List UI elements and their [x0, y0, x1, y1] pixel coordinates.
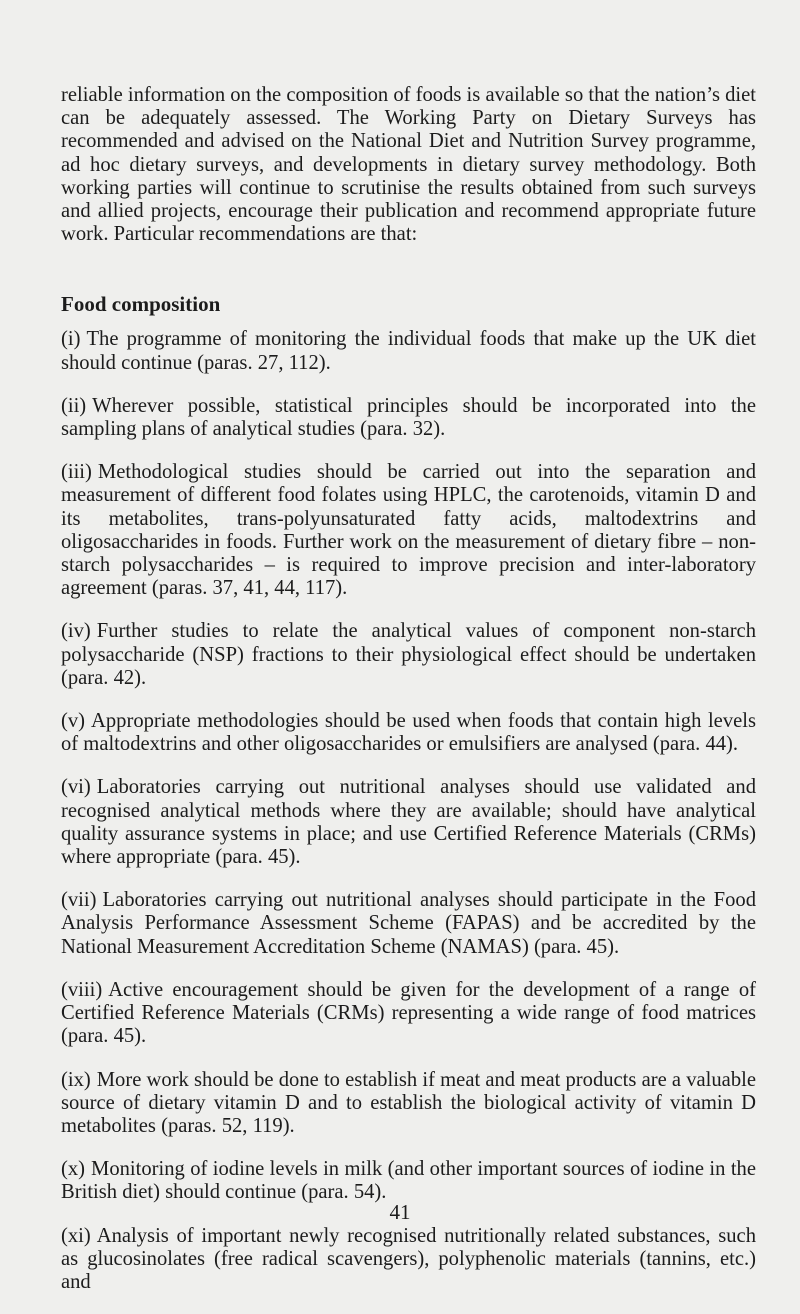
item-number: (vi): [61, 776, 91, 799]
recommendation-item: [61, 710, 756, 756]
item-number: (i): [61, 328, 81, 351]
item-text: Appropriate methodologies should be used when foods that contain high levels of maltodextrins and other oligosaccharides or emulsifiers are analysed (para. 44).: [61, 710, 756, 756]
item-text: Monitoring of iodine levels in milk (and other important sources of iodine in the British diet) should continue (para. 54).: [61, 1158, 756, 1204]
item-number: (viii): [61, 978, 103, 1001]
page-number: 41: [389, 1200, 411, 1224]
item-text: Further studies to relate the analytical values of component non-starch polysaccharide (NSP) fractions to their physiological effect should be undertaken (para. 42).: [61, 620, 756, 689]
item-text: Active encouragement should be given for the development of a range of Certified Reference Materials (CRMs) representing a wide range of food matrices (para. 45).: [61, 978, 756, 1048]
item-number: (xi): [61, 1224, 91, 1247]
recommendation-item: [61, 328, 756, 374]
item-text: Wherever possible, statistical principles should be incorporated into the sampling plans of analytical studies (para. 32).: [61, 394, 756, 441]
recommendation-item: [61, 620, 756, 690]
item-text: Methodological studies should be carried out into the separation and measurement of different food folates using HPLC, the carotenoids, vitamin D and its metabolites, trans-polyunsaturated fatty acids, maltodextrins and oligosaccharides in foods. Further work on the measurement of dietary fibre – non-starch polysaccharides – is required to improve precision and inter-laboratory agreement (paras. 37, 41, 44, 117).: [61, 461, 756, 600]
recommendation-item: [61, 1069, 756, 1139]
item-text: Laboratories carrying out nutritional analyses should participate in the Food Analysis Performance Assessment Scheme (FAPAS) and be accredited by the National Measurement Accreditation Scheme (NAMAS) (para. 45).: [61, 889, 756, 958]
item-text: The programme of monitoring the individual foods that make up the UK diet should continue (paras. 27, 112).: [61, 328, 756, 374]
item-text: Analysis of important newly recognised nutritionally related substances, such as glucosinolates (free radical scavengers), polyphenolic materials (tannins, etc.) and: [61, 1224, 756, 1293]
item-number: (ix): [61, 1068, 91, 1091]
item-text: Laboratories carrying out nutritional analyses should use validated and recognised analytical methods where they are available; should have analytical quality assurance systems in place; and use Certified Reference Materials (CRMs) where appropriate (para. 45).: [61, 776, 756, 869]
intro-paragraph: reliable information on the composition of foods is available so that the nation’s diet can be adequately assessed. The Working Party on Dietary Surveys has recommended and advised on the National Diet and Nutrition Survey programme, ad hoc dietary surveys, and developments in dietary survey methodology. Both working parties will continue to scrutinise the results obtained from such surveys and allied projects, encourage their publication and recommend appropriate future work. Particular recommendations are that:: [61, 84, 756, 246]
item-number: (vii): [61, 889, 97, 912]
recommendation-item: [61, 889, 756, 959]
recommendation-item: [61, 979, 756, 1049]
item-number: (v): [61, 710, 86, 733]
section-heading: Food composition: [61, 292, 221, 317]
item-number: (x): [61, 1158, 86, 1181]
recommendation-item: [61, 776, 756, 869]
recommendation-item: [61, 1158, 756, 1204]
recommendation-item: [61, 461, 756, 600]
recommendation-item: [61, 395, 756, 441]
item-number: (ii): [61, 394, 87, 417]
recommendation-item: [61, 1225, 756, 1295]
item-text: More work should be done to establish if meat and meat products are a valuable source of dietary vitamin D and to establish the biological activity of vitamin D metabolites (paras. 52, 119).: [61, 1068, 756, 1137]
item-number: (iii): [61, 461, 92, 484]
item-number: (iv): [61, 620, 91, 643]
